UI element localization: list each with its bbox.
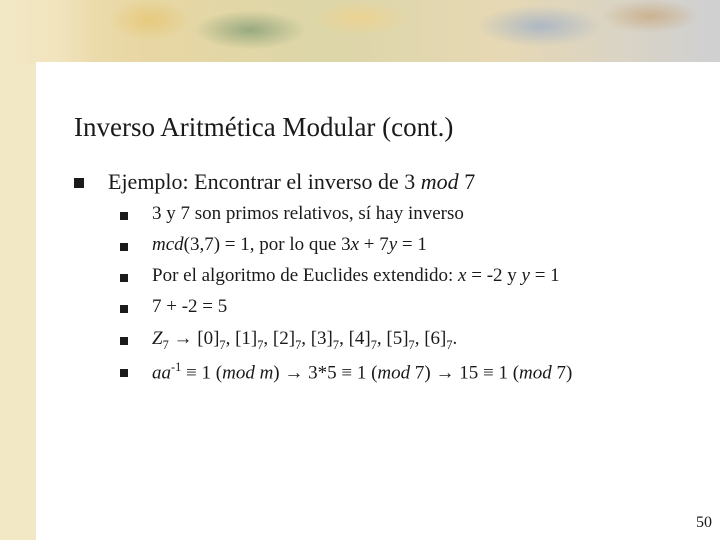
sub-bullet-marker [120, 369, 128, 377]
sub-bullet-1: 3 y 7 son primos relativos, sí hay inverso [152, 203, 464, 224]
sub-bullet-marker [120, 305, 128, 313]
sub-bullet-4: 7 + -2 = 5 [152, 296, 228, 317]
slide-title: Inverso Aritmética Modular (cont.) [74, 112, 454, 142]
sub-bullet-marker [120, 274, 128, 282]
sub-bullet-marker [120, 212, 128, 220]
sub-bullet-2: mcd(3,7) = 1, por lo que 3x + 7y = 1 [152, 234, 427, 255]
page-number: 50 [696, 514, 712, 531]
main-bullet-marker [74, 178, 84, 188]
main-bullet-text: Ejemplo: Encontrar el inverso de 3 mod 7 [108, 169, 476, 194]
sub-bullet-6: $aa^{-1} \equiv 1$ (mod m) → 3*5 ≡ 1 (mod 7) → 15 ≡ 1 (mod 7) [152, 360, 573, 384]
sub-bullet-3: Por el algoritmo de Euclides extendido: x = -2 y y = 1 [152, 265, 560, 286]
sub-bullet-5: $Z_7 \to [0]_7$, $[1]_7$, $[2]_7$, $[3]_7$, $[4]_7$, $[5]_7$, $[6]_7$. [152, 328, 458, 352]
sub-bullet-marker [120, 243, 128, 251]
banner-fade [0, 0, 96, 64]
sub-bullet-marker [120, 337, 128, 345]
decorative-banner [0, 0, 720, 64]
